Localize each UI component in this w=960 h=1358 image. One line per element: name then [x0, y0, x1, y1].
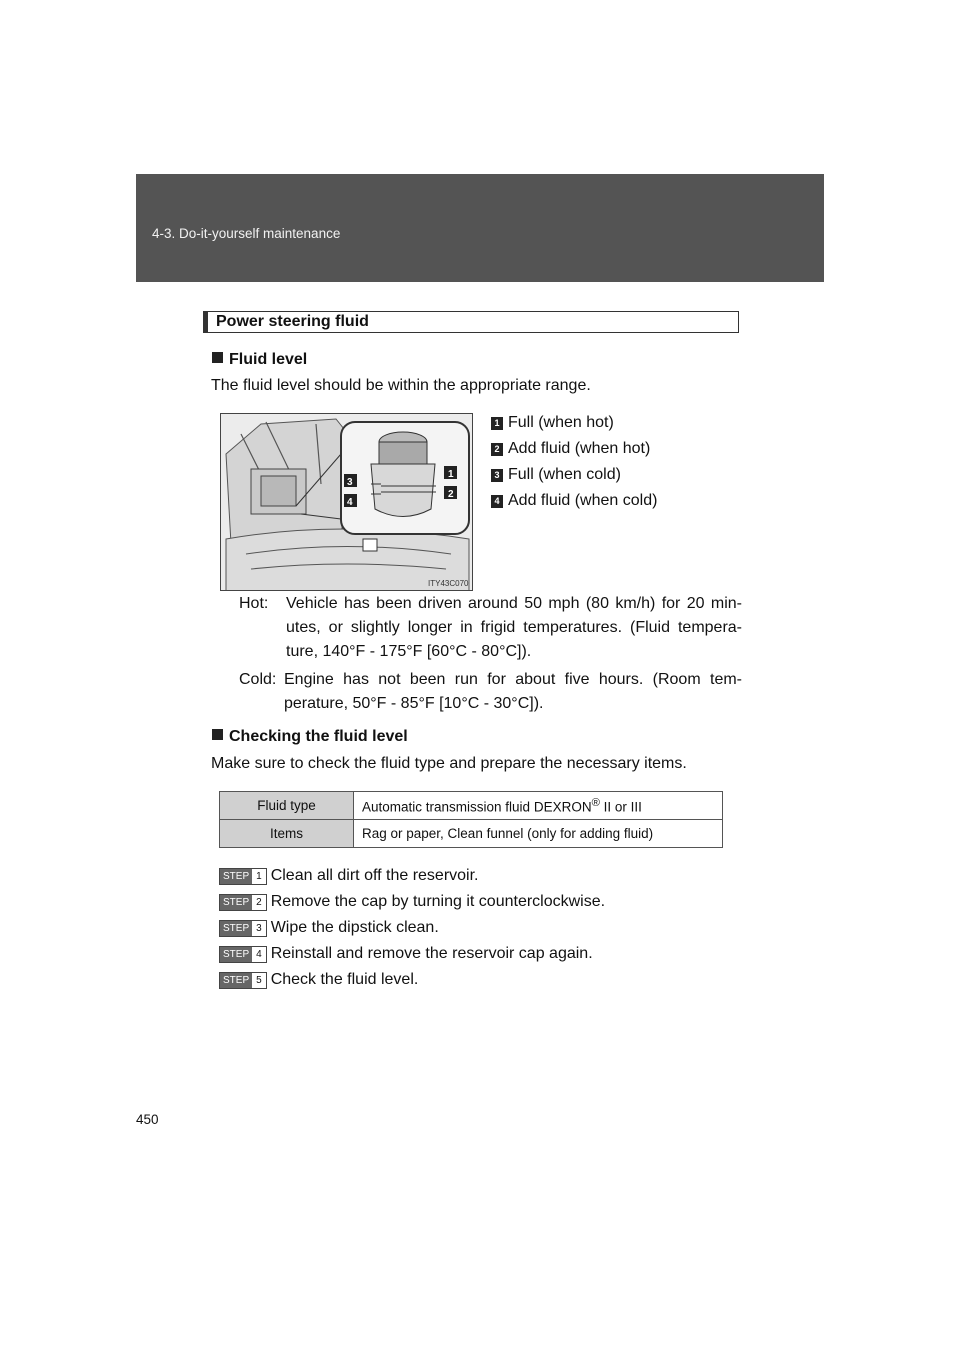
step-badge: STEP 4 — [219, 946, 267, 963]
table-value: Automatic transmission fluid DEXRON® II or III — [354, 792, 723, 820]
header-band — [136, 174, 824, 282]
step-item: STEP 1 Clean all dirt off the reservoir. — [219, 867, 479, 885]
table-row — [220, 820, 723, 848]
svg-text:4: 4 — [347, 497, 353, 508]
hot-description: Vehicle has been driven around 50 mph (80 km/h) for 20 min-utes, or slightly longer in frigid temperatures. (Fluid tempera-ture, 140°F - 175°F [60°C - 80°C]). — [286, 595, 742, 660]
number-4-icon: 4 — [491, 495, 503, 508]
section-header: 4-3. Do-it-yourself maintenance — [152, 226, 341, 241]
engine-bay-figure — [220, 413, 473, 591]
step-item: STEP 3 Wipe the dipstick clean. — [219, 919, 439, 937]
step-badge: STEP 1 — [219, 868, 267, 885]
engine-reservoir-illustration — [221, 414, 473, 591]
page-number: 450 — [136, 1112, 159, 1127]
bullet-square-icon — [212, 352, 223, 363]
figure-legend — [491, 410, 657, 514]
cold-label: Cold: — [239, 671, 277, 688]
checking-intro: Make sure to check the fluid type and prepare the necessary items. — [211, 755, 687, 772]
number-1-icon: 1 — [491, 417, 503, 430]
svg-text:1: 1 — [448, 469, 454, 480]
bullet-square-icon — [212, 729, 223, 740]
step-badge: STEP 2 — [219, 894, 267, 911]
legend-item: 4 Add fluid (when cold) — [491, 488, 657, 514]
table-key: Fluid type — [220, 792, 354, 820]
section-title-tab — [204, 312, 208, 332]
step-item: STEP 5 Check the fluid level. — [219, 971, 418, 989]
svg-text:2: 2 — [448, 489, 454, 500]
step-badge: STEP 5 — [219, 972, 267, 989]
spec-table — [219, 791, 723, 848]
figure-code: ITY43C070 — [428, 579, 469, 588]
svg-text:3: 3 — [347, 477, 353, 488]
table-key: Items — [220, 820, 354, 848]
fluid-level-heading: Fluid level — [212, 351, 307, 369]
number-3-icon: 3 — [491, 469, 503, 482]
section-title: Power steering fluid — [216, 313, 369, 330]
table-value: Rag or paper, Clean funnel (only for adding fluid) — [354, 820, 723, 848]
legend-item: 1 Full (when hot) — [491, 410, 657, 436]
legend-item: 3 Full (when cold) — [491, 462, 657, 488]
step-badge: STEP 3 — [219, 920, 267, 937]
hot-label: Hot: — [239, 595, 269, 612]
number-2-icon: 2 — [491, 443, 503, 456]
checking-heading: Checking the fluid level — [212, 728, 408, 746]
fluid-level-intro: The fluid level should be within the appropriate range. — [211, 377, 591, 394]
section-title-bar — [203, 311, 739, 333]
step-item: STEP 4 Reinstall and remove the reservoir cap again. — [219, 945, 593, 963]
step-item: STEP 2 Remove the cap by turning it counterclockwise. — [219, 893, 605, 911]
legend-item: 2 Add fluid (when hot) — [491, 436, 657, 462]
table-row — [220, 792, 723, 820]
cold-description: Engine has not been run for about five hours. (Room tem-perature, 50°F - 85°F [10°C - 30°C]). — [284, 671, 742, 712]
